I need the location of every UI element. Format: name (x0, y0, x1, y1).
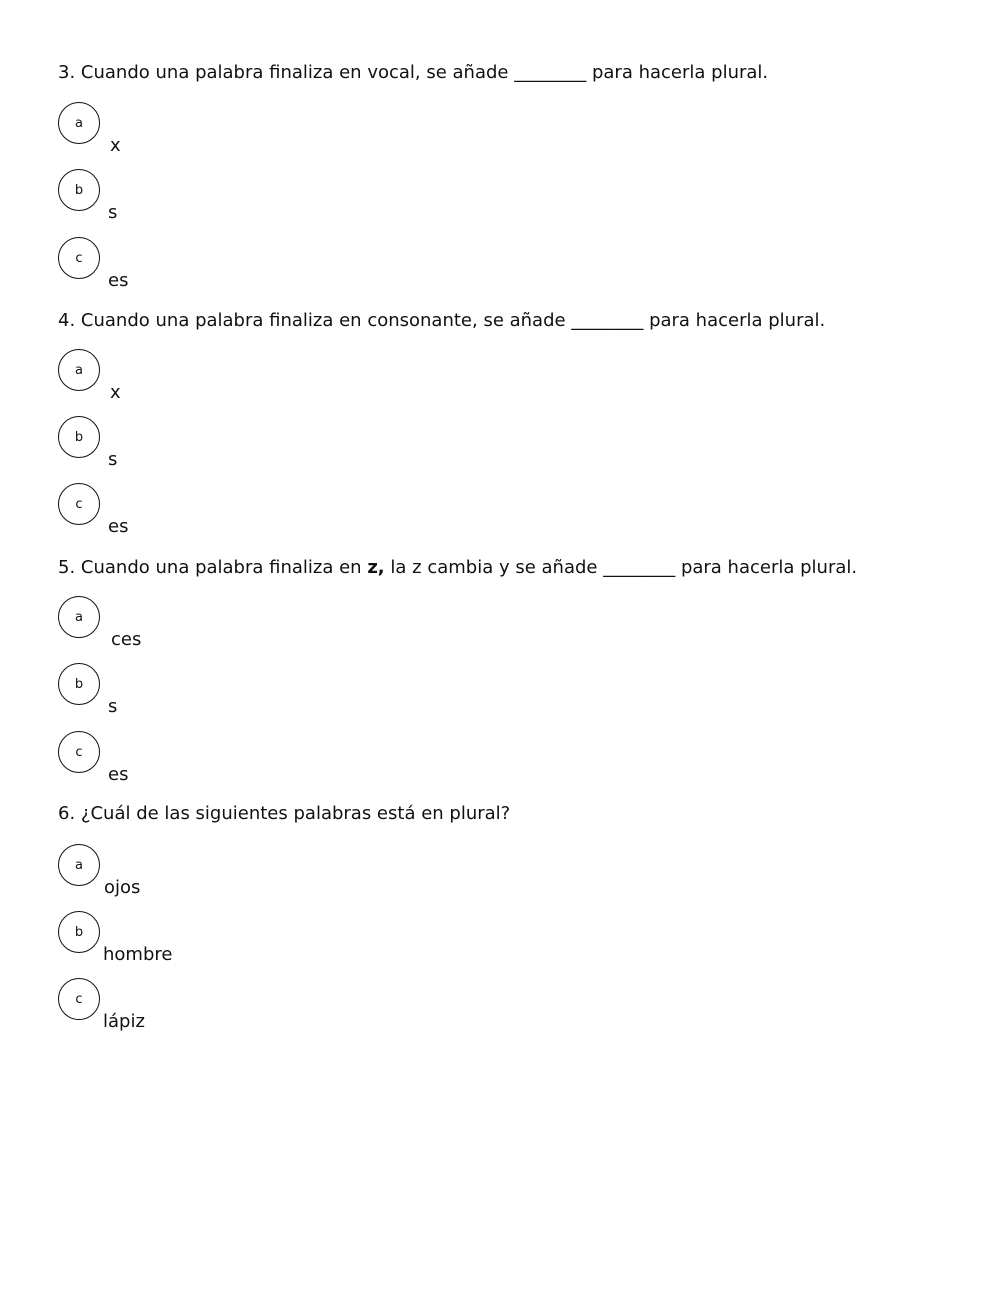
option-4a[interactable] (58, 349, 358, 403)
option-bubble[interactable]: b (58, 169, 100, 211)
option-text: hombre (103, 944, 173, 965)
question-text: ¿Cuál de las siguientes palabras está en plural? (80, 803, 511, 824)
question-text-end: para hacerla plural. (680, 557, 858, 578)
option-text: es (108, 764, 129, 785)
question-number: 5. (58, 557, 76, 578)
question-bold-letter: z, (367, 557, 385, 578)
question-text: Cuando una palabra finaliza en vocal, se añade (80, 62, 509, 83)
option-text: lápiz (103, 1011, 145, 1032)
question-text-end: para hacerla plural. (649, 310, 826, 331)
option-text: x (110, 382, 121, 403)
option-6c[interactable] (58, 978, 358, 1032)
option-bubble[interactable]: b (58, 663, 100, 705)
option-3b[interactable] (58, 169, 358, 223)
option-bubble[interactable]: a (58, 349, 100, 391)
option-bubble[interactable]: c (58, 978, 100, 1020)
option-text: es (108, 516, 129, 537)
question-4 (58, 310, 825, 332)
option-4c[interactable] (58, 483, 358, 537)
answer-blank: ________ (514, 62, 587, 83)
option-bubble[interactable]: c (58, 731, 100, 773)
option-bubble[interactable]: a (58, 844, 100, 886)
question-number: 3. (58, 62, 76, 83)
question-number: 6. (58, 803, 76, 824)
answer-blank: ________ (603, 557, 676, 578)
option-text: ces (111, 629, 142, 650)
question-5 (58, 557, 857, 579)
option-4b[interactable] (58, 416, 358, 470)
option-text: s (108, 202, 118, 223)
question-text: Cuando una palabra finaliza en (80, 557, 362, 578)
option-5a[interactable] (58, 596, 358, 650)
option-bubble[interactable]: a (58, 596, 100, 638)
option-bubble[interactable]: c (58, 483, 100, 525)
option-6b[interactable] (58, 911, 358, 965)
option-text: es (108, 270, 129, 291)
question-text-end: para hacerla plural. (591, 62, 769, 83)
option-text: s (108, 696, 118, 717)
option-text: x (110, 135, 121, 156)
option-3c[interactable] (58, 237, 358, 291)
option-text: ojos (104, 877, 141, 898)
question-number: 4. (58, 310, 76, 331)
option-bubble[interactable]: b (58, 911, 100, 953)
option-bubble[interactable]: a (58, 102, 100, 144)
question-text-middle: la z cambia y se añade (390, 557, 598, 578)
question-6 (58, 803, 510, 825)
option-bubble[interactable]: c (58, 237, 100, 279)
answer-blank: ________ (571, 310, 644, 331)
option-6a[interactable] (58, 844, 358, 898)
question-text: Cuando una palabra finaliza en consonante, se añade (80, 310, 566, 331)
option-bubble[interactable]: b (58, 416, 100, 458)
option-5b[interactable] (58, 663, 358, 717)
option-text: s (108, 449, 118, 470)
option-3a[interactable] (58, 102, 358, 156)
option-5c[interactable] (58, 731, 358, 785)
question-3 (58, 62, 768, 84)
